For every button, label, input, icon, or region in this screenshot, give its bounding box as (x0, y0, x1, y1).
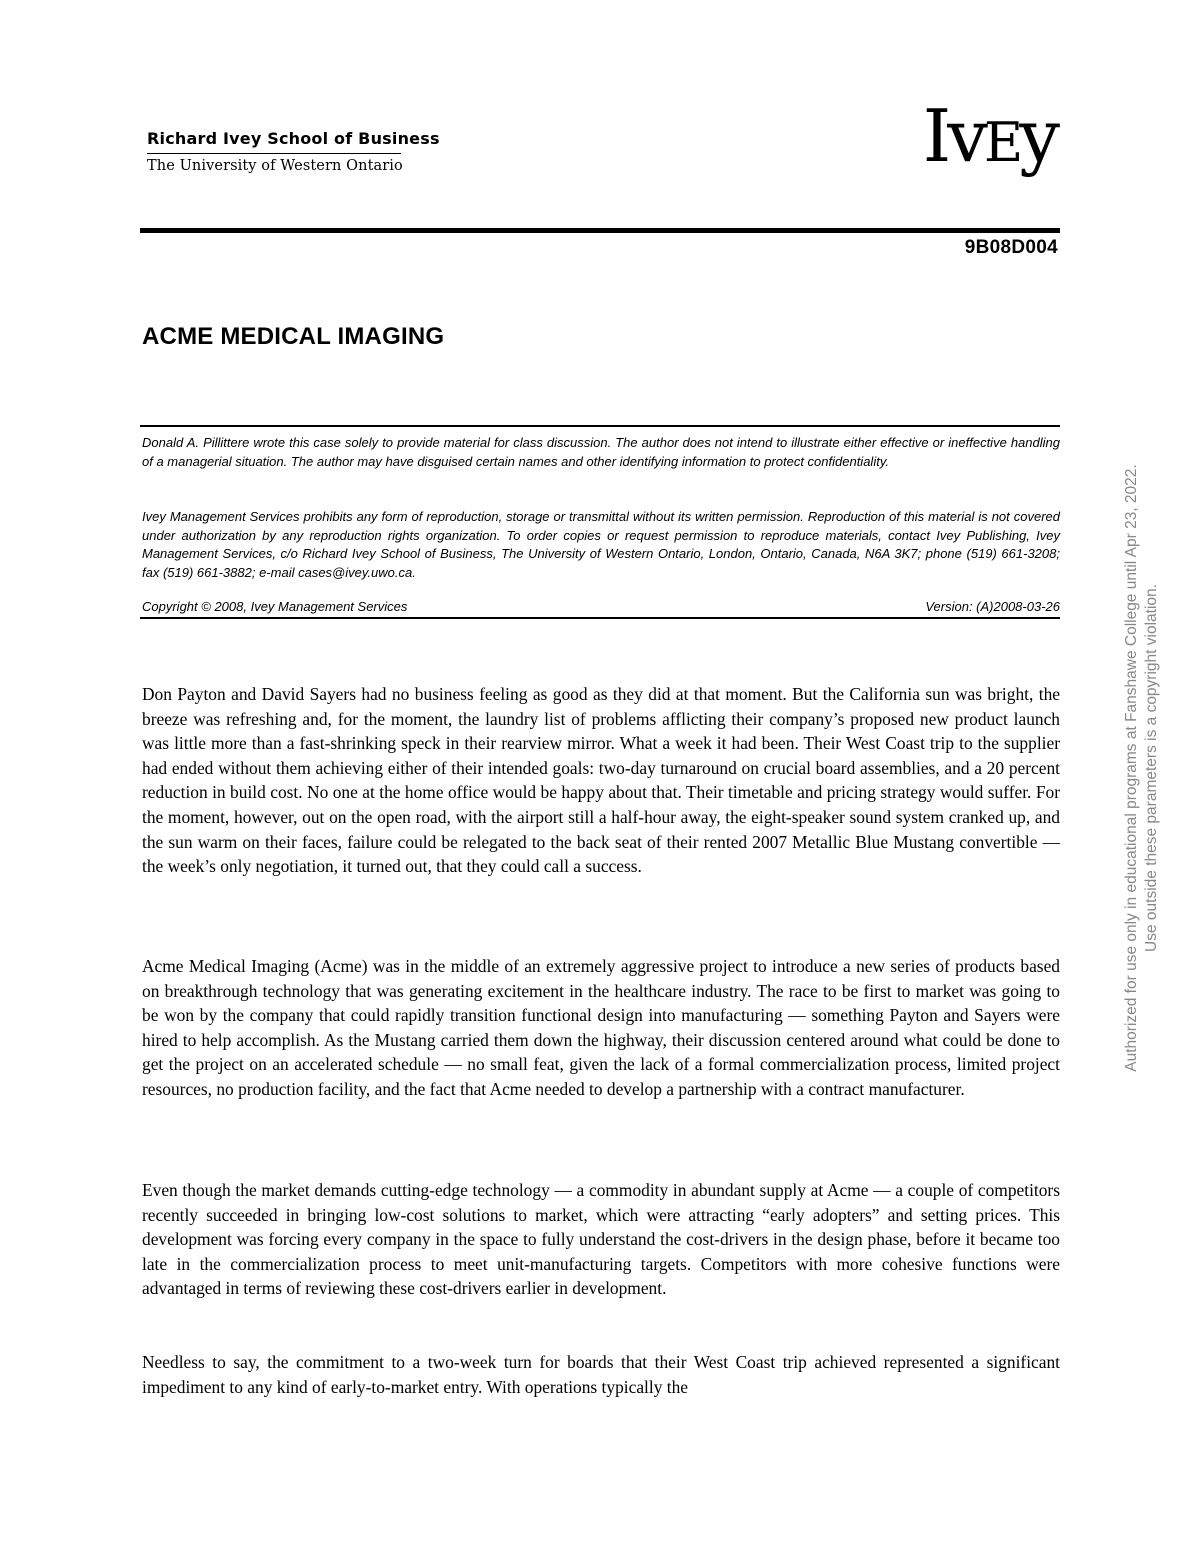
version-notice: Version: (A)2008-03-26 (925, 599, 1060, 614)
header-rule (140, 228, 1060, 233)
body-paragraph-3: Even though the market demands cutting-edge technology — a commodity in abundant supply at Acme — a couple of competitors recently succeeded in bringing low-cost solutions to market, which were attracting “early adopters” and setting prices. This development was forcing every company in the space to fully understand the cost-drivers in the design phase, before it became too late in the commercialization process to meet unit-manufacturing targets. Competitors with more cohesive functions were advantaged in terms of reviewing these cost-drivers earlier in development. (142, 1180, 1060, 1299)
body-paragraph-2: Acme Medical Imaging (Acme) was in the middle of an extremely aggressive project to introduce a new series of products based on breakthrough technology that was generating excitement in the healthcare industry. The race to be first to market was going to be won by the company that could rapidly transition functional design into manufacturing — something Payton and Sayers were hired to help accomplish. As the Mustang carried them down the highway, their discussion centered around what could be done to get the project on an accelerated schedule — no small feat, given the lack of a formal commercialization process, limited project resources, no production facility, and the fact that Acme needed to develop a partnership with a contract manufacturer. (142, 956, 1060, 1099)
watermark-line-1: Authorized for use only in educational programs at Fanshawe College until Apr 23, 2022. (1123, 464, 1140, 1072)
disclaimer-bottom-rule (140, 617, 1060, 619)
body-paragraph-4: Needless to say, the commitment to a two-week turn for boards that their West Coast trip achieved represented a significant impediment to any kind of early-to-market entry. With operations typically the (142, 1352, 1060, 1397)
ivey-logo: IvEy (922, 94, 1056, 178)
disclaimer-reproduction: Ivey Management Services prohibits any form of reproduction, storage or transmittal without its written permission. Reproduction of this material is not covered under authorization by any reproduction rights organization. To order copies or request permission to reproduce materials, contact Ivey Publishing, Ivey Management Services, c/o Richard Ivey School of Business, The University of Western Ontario, London, Ontario, Canada, N6A 3K7; phone (519) 661-3208; fax (519) 661-3882; e-mail cases@ivey.uwo.ca. (142, 509, 1060, 580)
school-name-underline (147, 153, 401, 154)
case-title: ACME MEDICAL IMAGING (142, 323, 445, 350)
copyright-notice: Copyright © 2008, Ivey Management Services (142, 599, 408, 614)
disclaimer-top-rule (140, 425, 1060, 427)
case-number: 9B08D004 (964, 237, 1058, 258)
copyright-row (142, 598, 1060, 616)
body-paragraph-1: Don Payton and David Sayers had no business feeling as good as they did at that moment. But the California sun was bright, the breeze was refreshing and, for the moment, the laundry list of problems afflicting their company’s proposed new product launch was little more than a fast-shrinking speck in their rearview mirror. What a week it had been. Their West Coast trip to the supplier had ended without them achieving either of their intended goals: two-day turnaround on crucial board assemblies, and a 20 percent reduction in build cost. No one at the home office would be happy about that. Their timetable and pricing strategy would suffer. For the moment, however, out on the open road, with the airport still a half-hour away, the eight-speaker sound system cranked up, and the sun warm on their faces, failure could be relegated to the back seat of their rented 2007 Metallic Blue Mustang convertible — the week’s only negotiation, it turned out, that they could call a success. (142, 684, 1060, 877)
disclaimer-authorship: Donald A. Pillittere wrote this case solely to provide material for class discussion. The author does not intend to illustrate either effective or ineffective handling of a managerial situation. The author may have disguised certain names and other identifying information to protect confidentiality. (142, 435, 1060, 469)
school-name: Richard Ivey School of Business (147, 129, 440, 148)
university-name: The University of Western Ontario (147, 158, 403, 174)
watermark-line-2: Use outside these parameters is a copyright violation. (1143, 584, 1160, 952)
